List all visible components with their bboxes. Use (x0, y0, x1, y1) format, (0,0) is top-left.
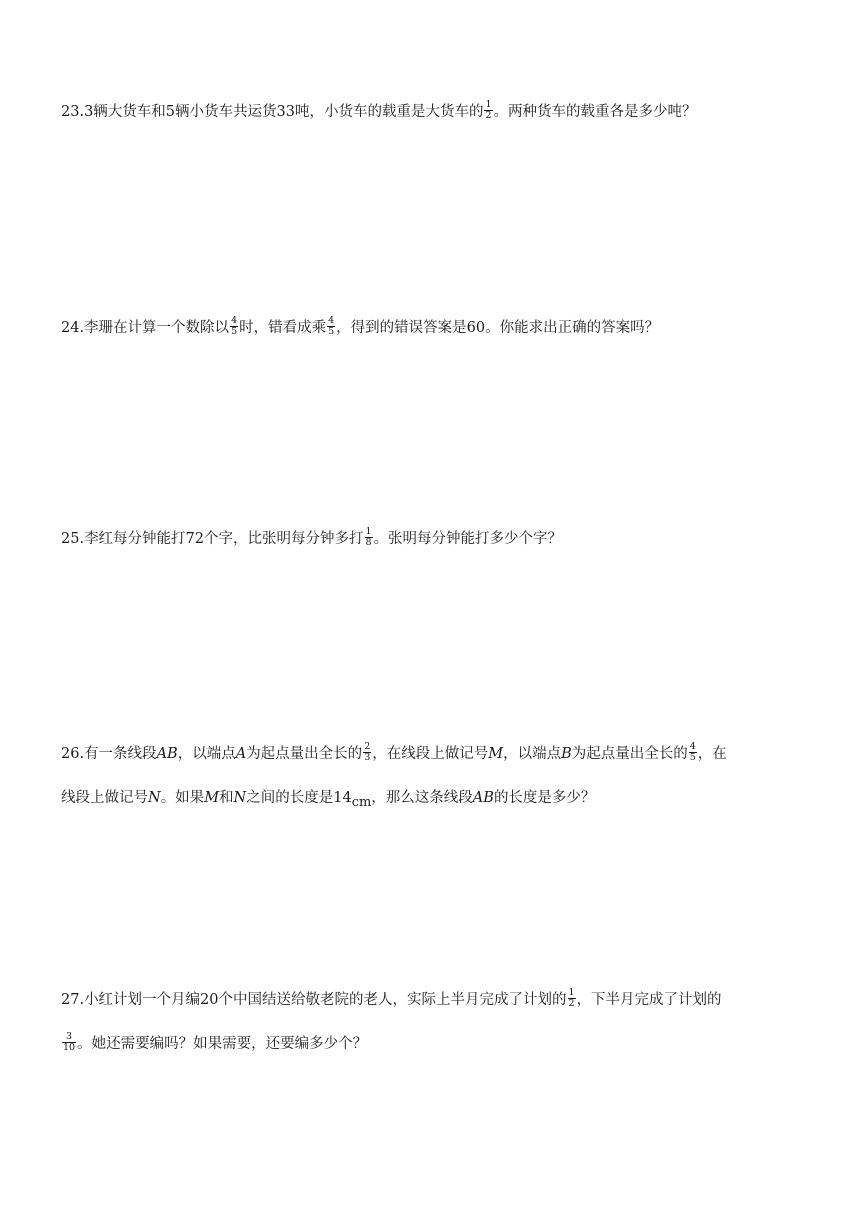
problem-text-segment: ，在 (697, 746, 727, 762)
problem-text-segment: 李珊在计算一个数除以 (84, 320, 230, 336)
problem-number: 27. (61, 992, 85, 1008)
fraction (365, 527, 373, 548)
problem-text-segment: ，下半月完成了计划的 (576, 992, 722, 1008)
problem-text-segment: ，以端点 (177, 746, 236, 762)
problem-text-segment: 。两种货车的载重各是多少吨？ (493, 104, 697, 120)
problem-26-line-2 (61, 776, 831, 821)
fraction (230, 316, 238, 337)
problem-text-segment: 有一条线段 (84, 746, 157, 762)
variable: M (488, 746, 504, 762)
fraction-denominator: 5 (328, 325, 335, 337)
fraction-denominator: 10 (63, 1041, 76, 1053)
variable: A (235, 746, 247, 762)
problem-text-segment: 时，错看成乘 (239, 320, 327, 336)
problem-number: 24. (61, 320, 85, 336)
fraction-denominator: 2 (568, 997, 575, 1009)
fraction (363, 742, 371, 763)
problem-number: 23. (61, 104, 85, 120)
problem-23-text (61, 90, 831, 134)
problem-text-segment: 之间的长度是 (246, 790, 334, 806)
problem-25-text (61, 517, 831, 561)
length-value: 14 (333, 790, 352, 806)
problem-25 (61, 517, 831, 561)
problem-text-segment: 线段上做记号 (61, 790, 148, 806)
problem-text-segment: 。张明每分钟能打多少个字？ (373, 531, 563, 547)
length-unit: cm (351, 795, 372, 810)
fraction-numerator: 1 (485, 98, 492, 110)
fraction-denominator: 8 (365, 536, 372, 548)
fraction-numerator: 4 (689, 740, 696, 752)
fraction-denominator: 5 (231, 325, 238, 337)
problem-text-segment: 的长度是多少？ (493, 790, 596, 806)
problem-text-segment: 3辆大货车和5辆小货车共运货33吨，小货车的载重是大货车的 (84, 104, 484, 120)
problem-text-segment: 小红计划一个月编20个中国结送给敬老院的老人，实际上半月完成了计划的 (84, 992, 567, 1008)
problem-text-segment: 和 (219, 790, 234, 806)
variable: AB (156, 746, 178, 762)
problem-text-segment: 。她还需要编吗？如果需要，还要编多少个？ (77, 1036, 368, 1052)
fraction (568, 988, 576, 1009)
fraction (62, 1032, 76, 1053)
fraction-denominator: 5 (689, 751, 696, 763)
variable: AB (472, 790, 494, 806)
fraction (484, 100, 492, 121)
problem-text-segment: 李红每分钟能打72个字，比张明每分钟多打 (84, 531, 364, 547)
problem-text-segment: ，以端点 (503, 746, 562, 762)
variable: N (148, 790, 161, 806)
fraction-numerator: 1 (568, 986, 575, 998)
problem-number: 25. (61, 531, 85, 547)
problem-text-segment: 为起点量出全长的 (571, 746, 688, 762)
problem-27-line-2 (61, 1022, 831, 1066)
fraction-numerator: 4 (328, 314, 335, 326)
variable: M (204, 790, 220, 806)
problem-text-segment: ，在线段上做记号 (372, 746, 489, 762)
problem-text-segment: ，那么这条线段 (371, 790, 473, 806)
problem-text-segment: ，得到的错误答案是60。你能求出正确的答案吗？ (336, 320, 660, 336)
fraction-numerator: 3 (66, 1030, 73, 1042)
problem-27-line-1 (61, 978, 831, 1022)
variable: B (561, 746, 572, 762)
problem-27 (61, 978, 831, 1066)
fraction-numerator: 1 (365, 525, 372, 537)
problem-26-line-1 (61, 732, 831, 776)
variable: N (233, 790, 247, 806)
problem-24-text (61, 306, 831, 350)
fraction-numerator: 4 (231, 314, 238, 326)
problem-text-segment: 。如果 (160, 790, 205, 806)
problem-text-segment: 为起点量出全长的 (246, 746, 363, 762)
problem-number: 26. (61, 746, 85, 762)
fraction (689, 742, 697, 763)
problem-23 (61, 90, 831, 134)
fraction (327, 316, 335, 337)
fraction-denominator: 3 (364, 751, 371, 763)
fraction-denominator: 2 (485, 109, 492, 121)
fraction-numerator: 2 (364, 740, 371, 752)
problem-24 (61, 306, 831, 350)
problem-26 (61, 732, 831, 821)
